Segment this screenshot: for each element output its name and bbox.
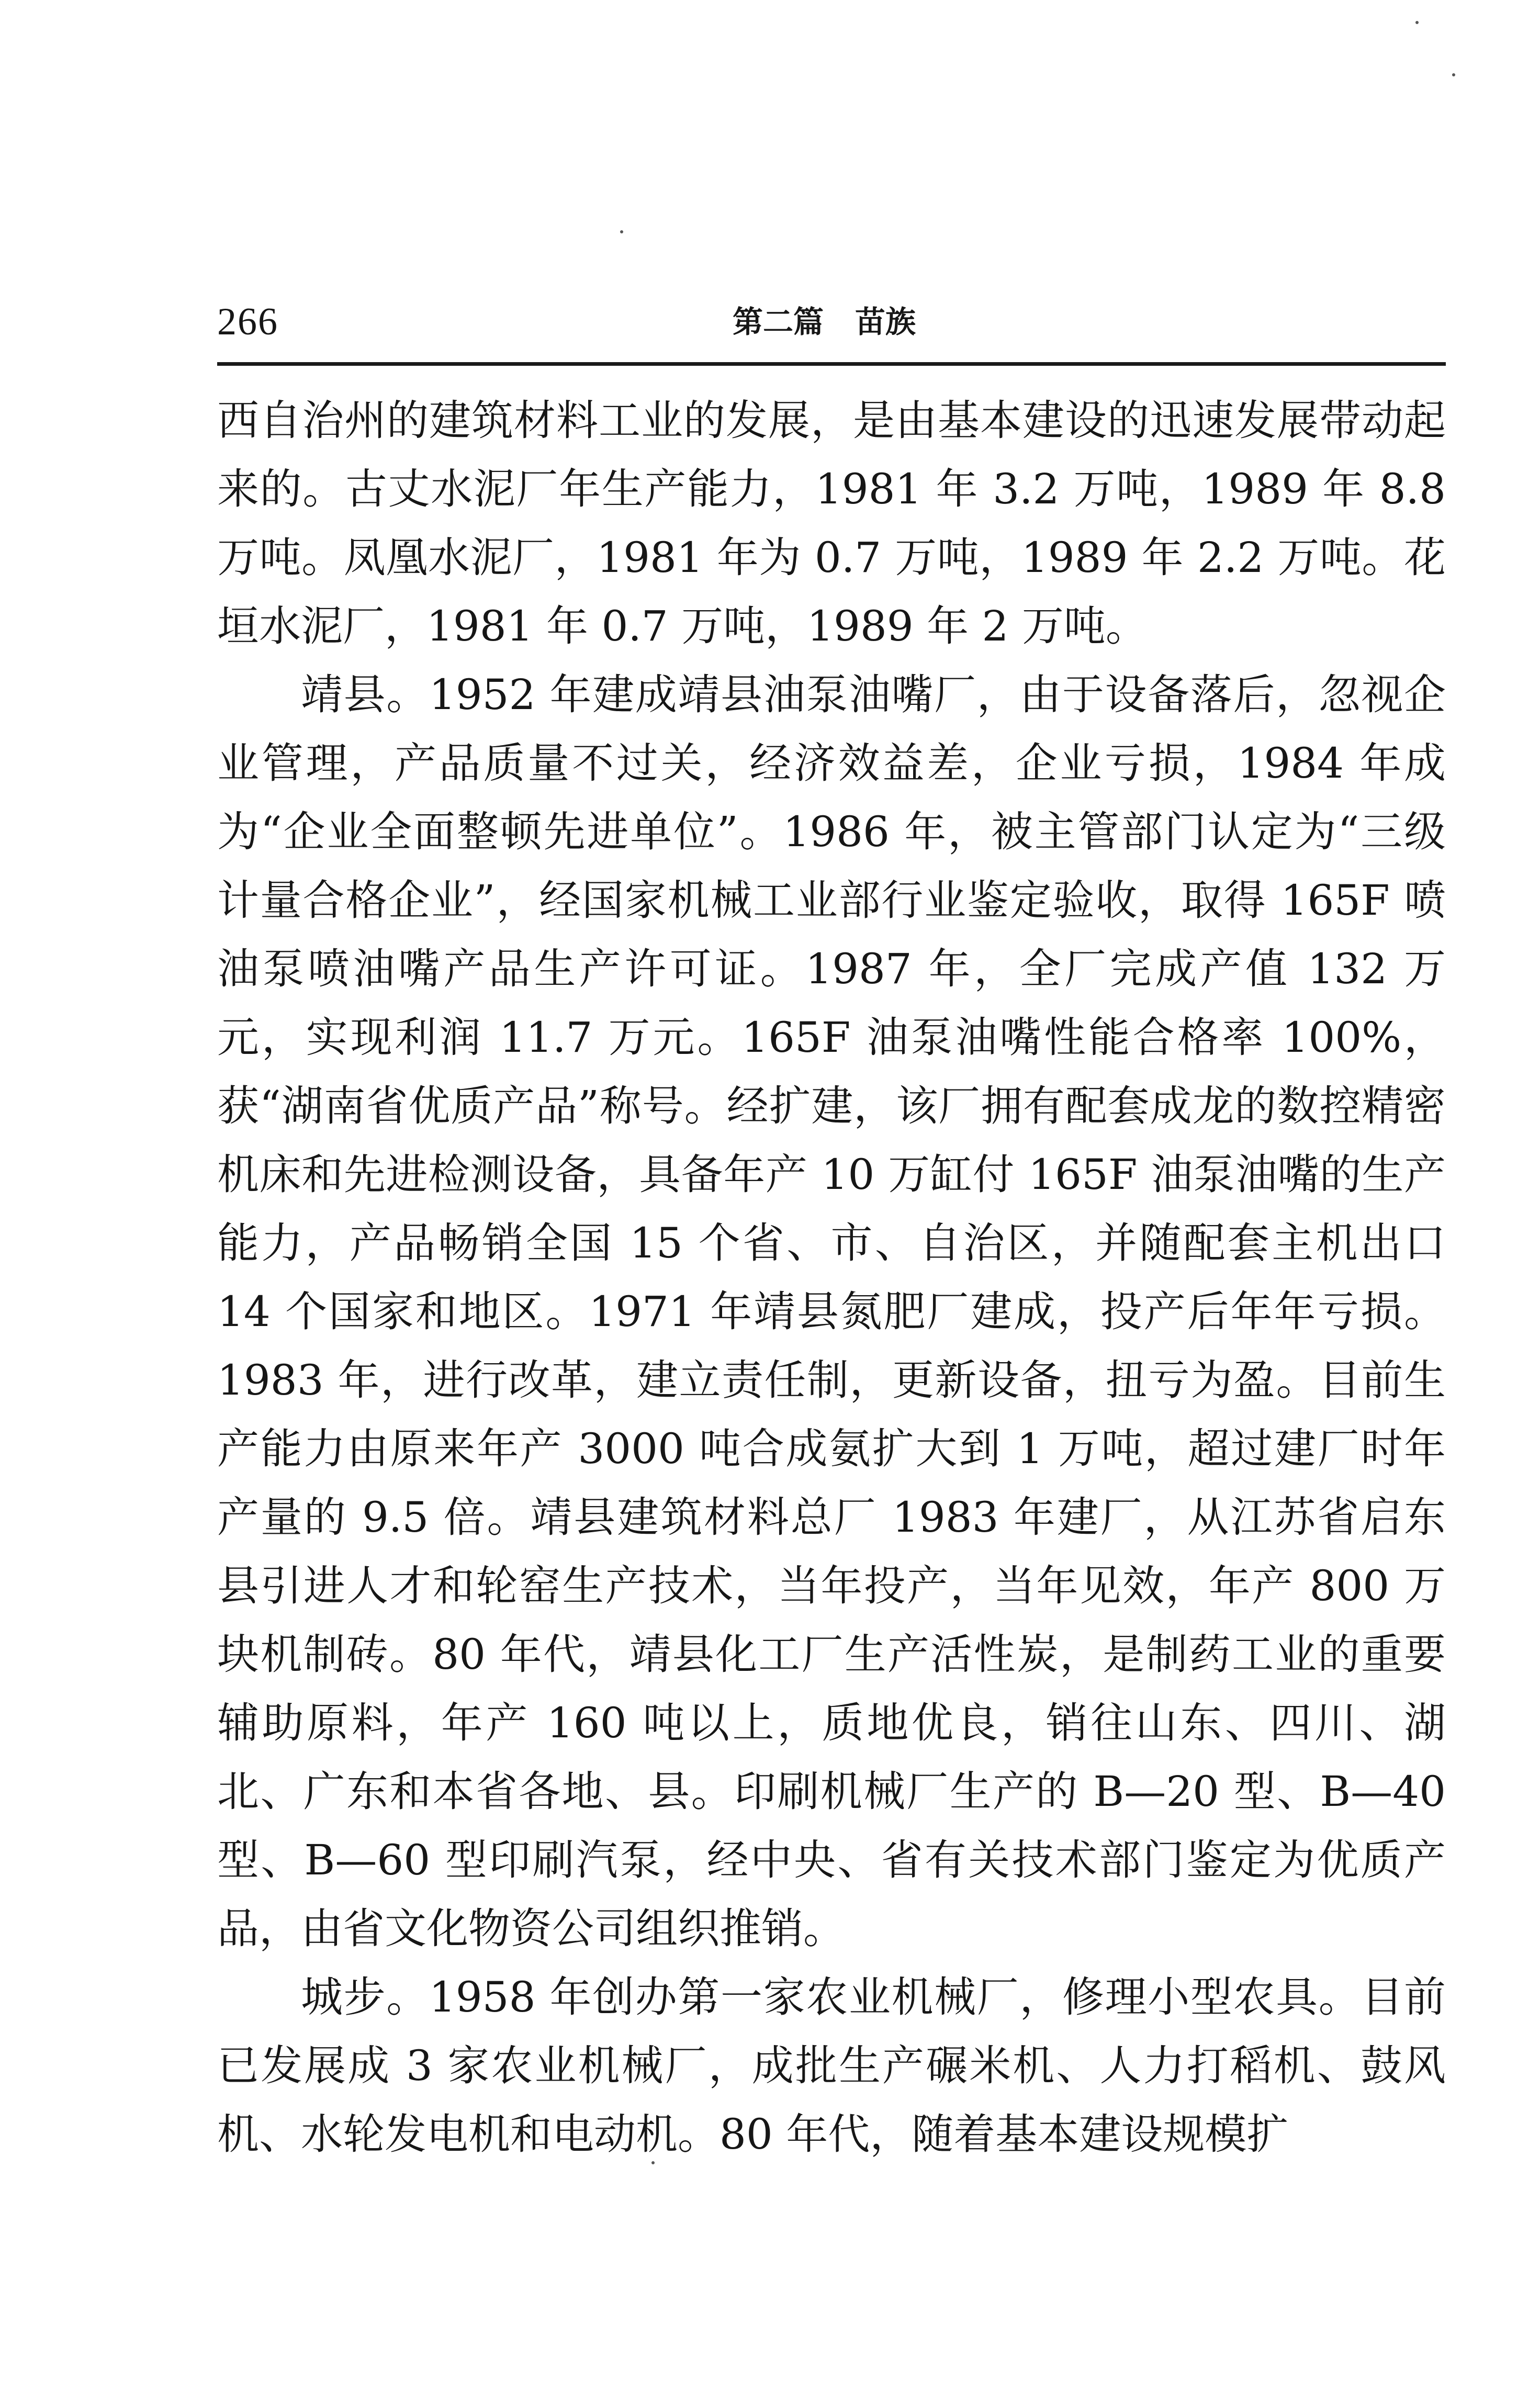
scan-speck bbox=[1452, 73, 1455, 76]
body-text bbox=[217, 386, 1446, 2169]
scan-speck bbox=[620, 230, 623, 233]
paragraph-continued: 西自治州的建筑材料工业的发展，是由基本建设的迅速发展带动起来的。古丈水泥厂年生产能力，1981 年 3.2 万吨，1989 年 8.8 万吨。凤凰水泥厂，1981 年为 0.7 万吨，1989 年 2.2 万吨。花垣水泥厂，1981 年 0.7 万吨，1989 年 2 万吨。 bbox=[217, 396, 1446, 650]
section-label: 第二篇 bbox=[733, 304, 824, 340]
page-number: 266 bbox=[217, 300, 278, 343]
scan-speck bbox=[1415, 21, 1419, 24]
scan-speck bbox=[651, 2161, 655, 2164]
paragraph-chengbu: 城步。1958 年创办第一家农业机械厂，修理小型农具。目前已发展成 3 家农业机械厂，成批生产碾米机、人力打稻机、鼓风机、水轮发电机和电动机。80 年代，随着基本建设规模扩 bbox=[217, 1973, 1446, 2159]
header-rule bbox=[217, 362, 1446, 366]
paragraph-jingxian: 靖县。1952 年建成靖县油泵油嘴厂，由于设备落后，忽视企业管理，产品质量不过关，经济效益差，企业亏损，1984 年成为“企业全面整顿先进单位”。1986 年，被主管部门认定为“三级计量合格企业”，经国家机械工业部行业鉴定验收，取得 165F 喷油泵喷油嘴产品生产许可证。1987 年，全厂完成产值 132 万元，实现利润 11.7 万元。165F 油泵油嘴性能合格率 100%，获“湖南省优质产品”称号。经扩建，该厂拥有配套成龙的数控精密机床和先进检测设备，具备年产 10 万缸付 165F 油泵油嘴的生产能力，产品畅销全国 15 个省、市、自治区，并随配套主机出口 14 个国家和地区。1971 年靖县氮肥厂建成，投产后年年亏损。1983 年，进行改革，建立责任制，更新设备，扭亏为盈。目前生产能力由原来年产 3000 吨合成氨扩大到 1 万吨，超过建厂时年产量的 9.5 倍。靖县建筑材料总厂 1983 年建厂，从江苏省启东县引进人才和轮窑生产技术，当年投产，当年见效，年产 800 万块机制砖。80 年代，靖县化工厂生产活性炭，是制药工业的重要辅助原料，年产 160 吨以上，质地优良，销往山东、四川、湖北、广东和本省各地、县。印刷机械厂生产的 B—20 型、B—40 型、B—60 型印刷汽泵，经中央、省有关技术部门鉴定为优质产品，由省文化物资公司组织推销。 bbox=[217, 670, 1446, 1953]
page-header bbox=[217, 293, 1446, 366]
running-title bbox=[733, 298, 916, 345]
chapter-label: 苗族 bbox=[855, 304, 916, 340]
